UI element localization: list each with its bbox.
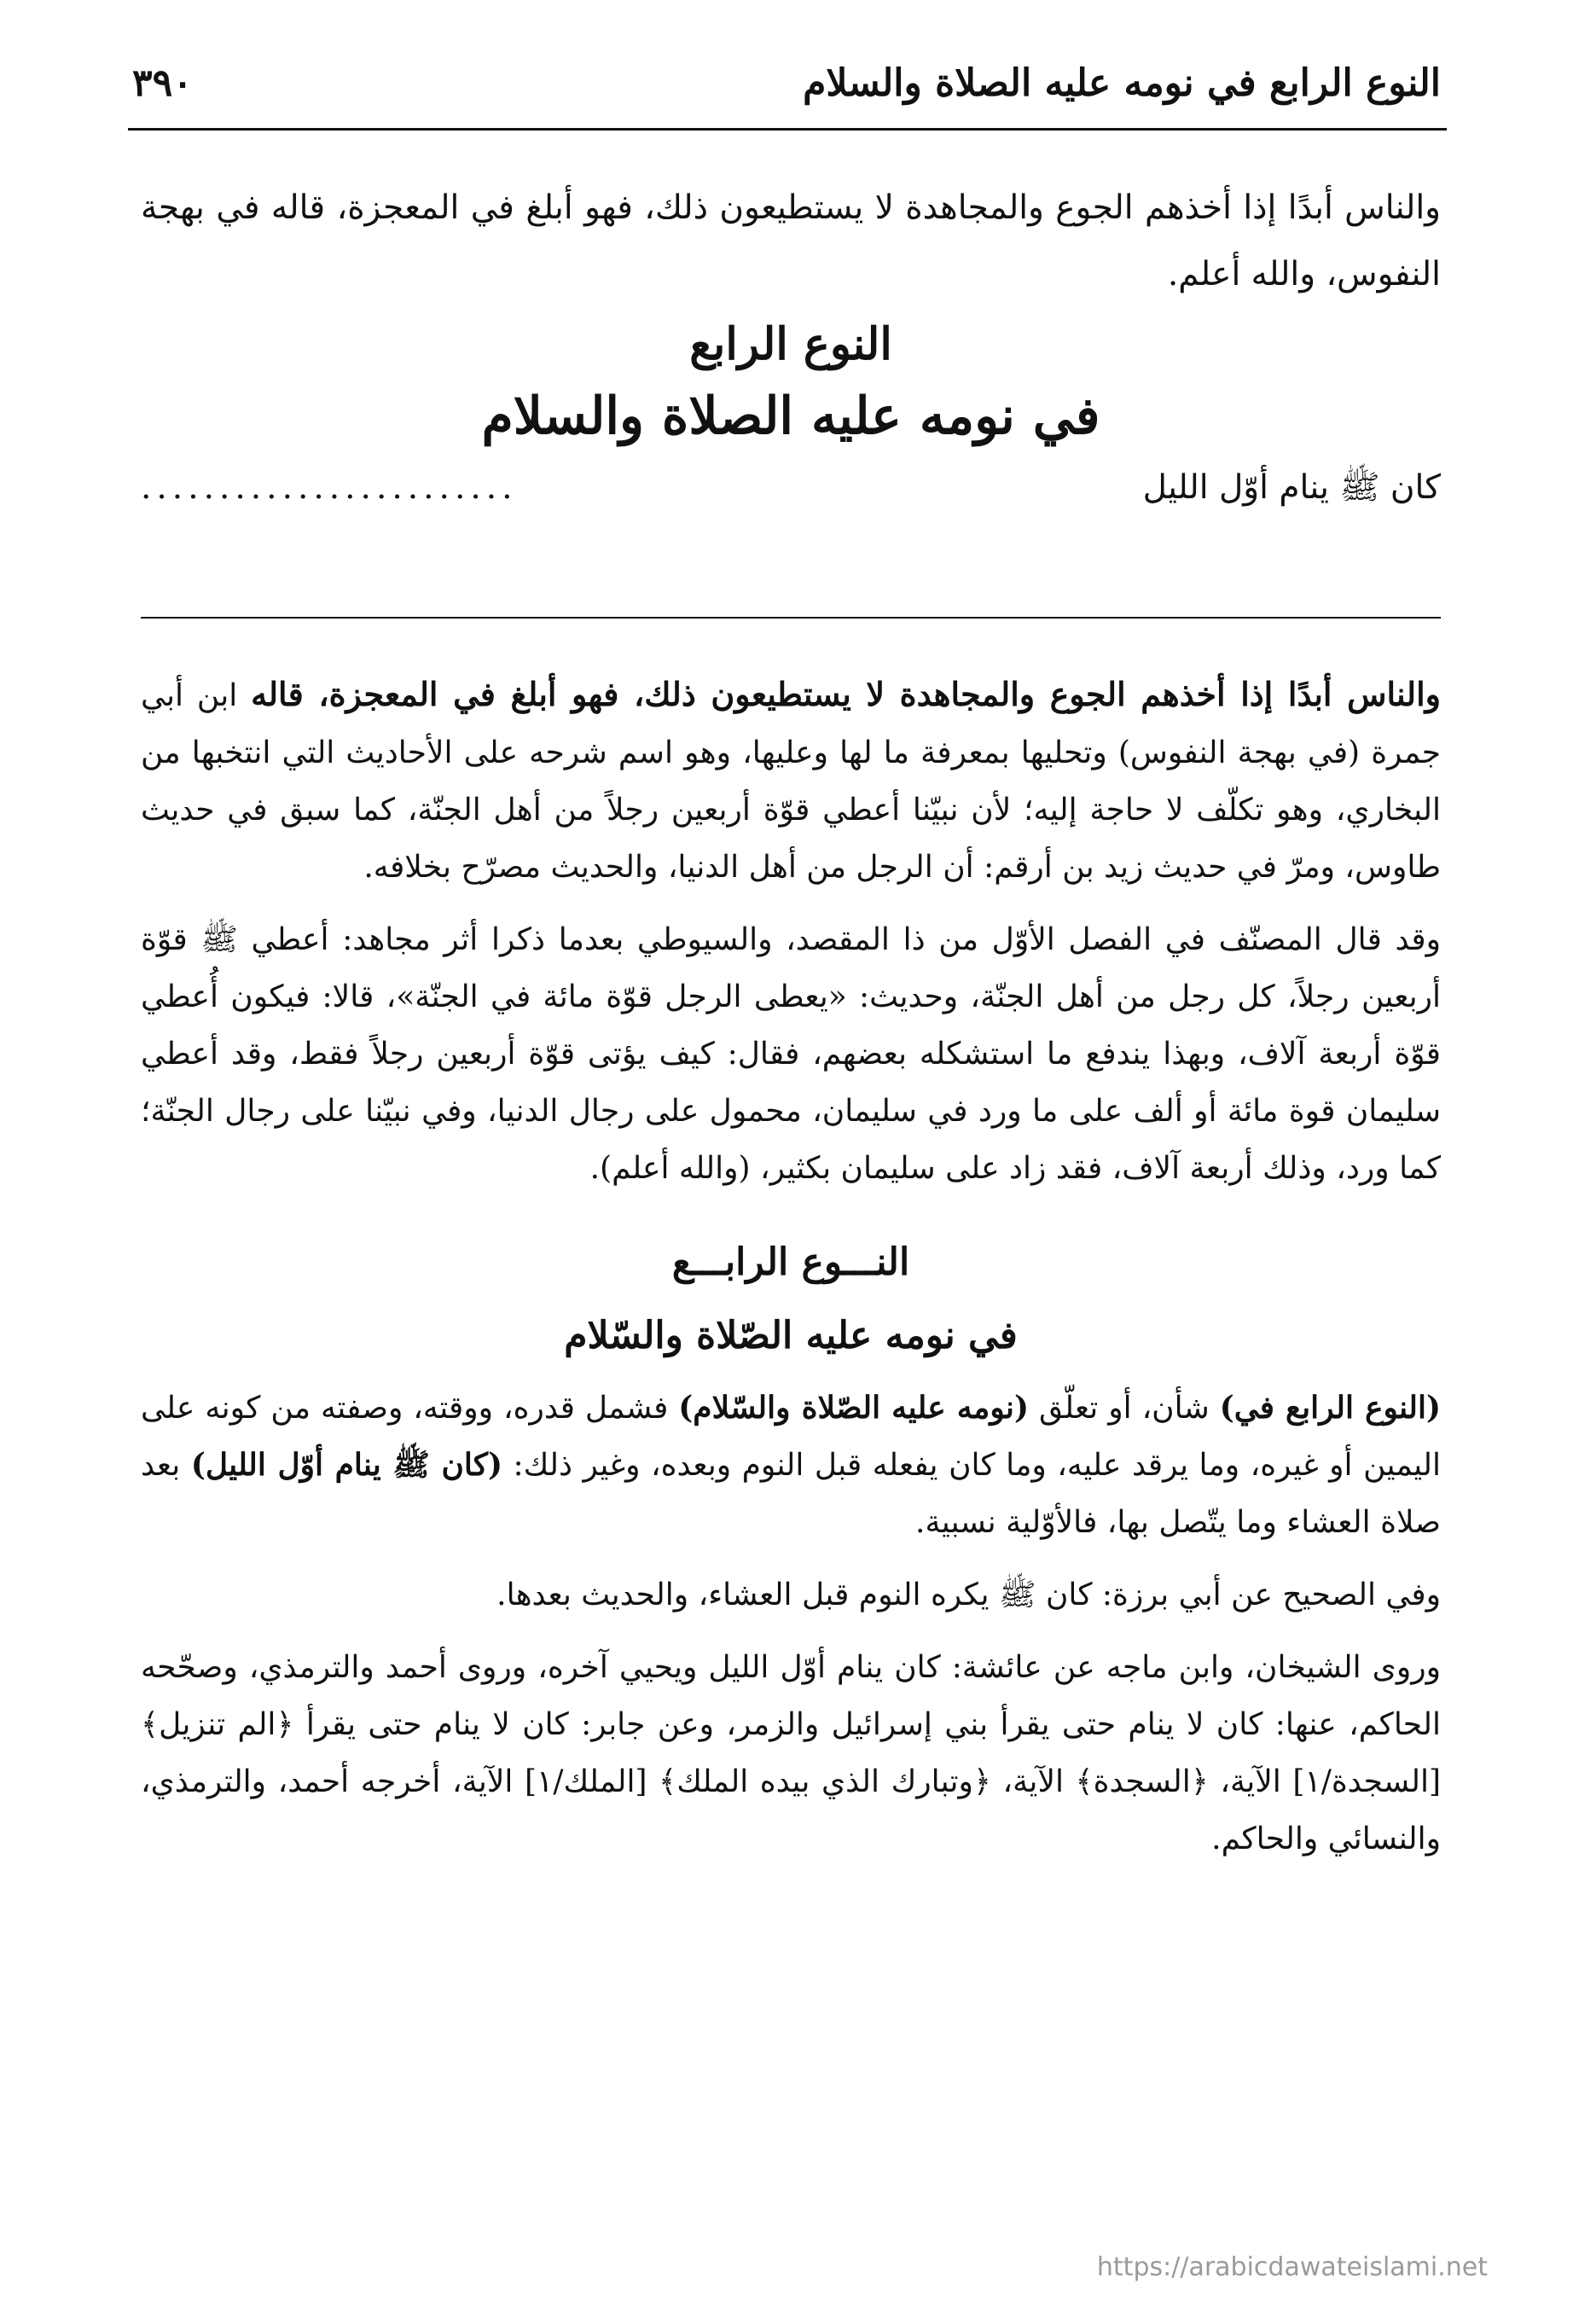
commentary-text: ابن أبي جمرة (في بهجة النفوس) وتحليها بمعرفة ما لها وعليها، وهو اسم شرحه على الأحاديث التي انتخبها من البخاري، وهو تكلّف لا حاجة إليه؛ لأن نبيّنا أعطي قوّة أربعين رجلاً من أهل الجنّة، كما سبق في حديث طاوس، ومرّ في حديث زيد بن أرقم: أن الرجل من أهل الدنيا، والحديث مصرّح بخلافه. <box>141 678 1441 885</box>
commentary-heading-title: في نومه عليه الصّلاة والسّلام <box>564 1314 1018 1357</box>
commentary-paragraph-3 <box>141 1380 1441 1551</box>
commentary-paragraph-4: وفي الصحيح عن أبي برزة: كان ﷺ يكره النوم قبل العشاء، والحديث بعدها. <box>496 1577 1441 1612</box>
matn-divider <box>141 617 1441 619</box>
page-number: ٣٩٠ <box>132 61 193 105</box>
commentary-heading-type: النـــوع الرابـــع <box>671 1240 910 1284</box>
commentary-paragraph-5: وروى الشيخان، وابن ماجه عن عائشة: كان ينام أوّل الليل ويحيي آخره، وروى أحمد والترمذي، وصحّحه الحاكم، عنها: كان لا ينام حتى يقرأ بني إسرائيل والزمر، وعن جابر: كان لا ينام حتى يقرأ ﴿الم تنزيل﴾ [السجدة/١] الآية، ﴿السجدة﴾ الآية، ﴿وتبارك الذي بيده الملك﴾ [الملك/١] الآية، أخرجه أحمد، والترمذي، والنسائي والحاكم. <box>141 1650 1441 1856</box>
commentary-text: شأن، أو تعلّق <box>1029 1391 1220 1426</box>
commentary-text: فشمل قدره، ووقته، وصفته من كونه على اليمين أو غيره، وما يرقد عليه، وما كان يفعله قبل النوم وبعده، وغير ذلك: <box>141 1391 1441 1483</box>
matn-paragraph: والناس أبدًا إذا أخذهم الجوع والمجاهدة لا يستطيعون ذلك، فهو أبلغ في المعجزة، قاله في بهجة النفوس، والله أعلم. <box>141 189 1441 293</box>
matn-line <box>141 455 1441 521</box>
commentary-text: بعد صلاة العشاء وما يتّصل بها، فالأوّلية نسبية. <box>141 1448 1441 1540</box>
matn-line-text: كان ﷺ ينام أوّل الليل <box>1142 468 1441 507</box>
commentary-section <box>141 665 1441 1868</box>
matn-section <box>141 175 1441 521</box>
matn-heading-title: في نومه عليه الصلاة والسلام <box>481 386 1100 446</box>
commentary-paragraph-2: وقد قال المصنّف في الفصل الأوّل من ذا المقصد، والسيوطي بعدما ذكرا أثر مجاهد: أعطي ﷺ قوّة أربعين رجلاً، كل رجل من أهل الجنّة، وحديث: «يعطى الرجل قوّة مائة في الجنّة»، قالا: فيكون أُعطي قوّة أربعة آلاف، وبهذا يندفع ما استشكله بعضهم، فقال: كيف يؤتى قوّة أربعين رجلاً فقط، وقد أعطي سليمان قوة مائة أو ألف على ما ورد في سليمان، محمول على رجال الدنيا، وفي نبيّنا على رجال الجنّة؛ كما ورد، وذلك أربعة آلاف، فقد زاد على سليمان بكثير، (والله أعلم). <box>141 922 1441 1186</box>
commentary-paragraph-1 <box>141 665 1441 896</box>
matn-heading-type: النوع الرابع <box>689 318 892 370</box>
header-rule <box>128 128 1447 131</box>
quoted-matn: (النوع الرابع في) <box>1219 1390 1442 1426</box>
watermark-url: https://arabicdawateislami.net <box>1096 2252 1488 2282</box>
matn-line-dots: ........................ <box>141 468 518 507</box>
quoted-matn: والناس أبدًا إذا أخذهم الجوع والمجاهدة لا يستطيعون ذلك، فهو أبلغ في المعجزة، قاله <box>251 675 1441 713</box>
quoted-matn: (كان ﷺ ينام أوّل الليل) <box>190 1447 503 1483</box>
running-head <box>132 53 1441 113</box>
running-title: النوع الرابع في نومه عليه الصلاة والسلام <box>803 61 1441 105</box>
quoted-matn: (نومه عليه الصّلاة والسّلام) <box>678 1390 1029 1426</box>
